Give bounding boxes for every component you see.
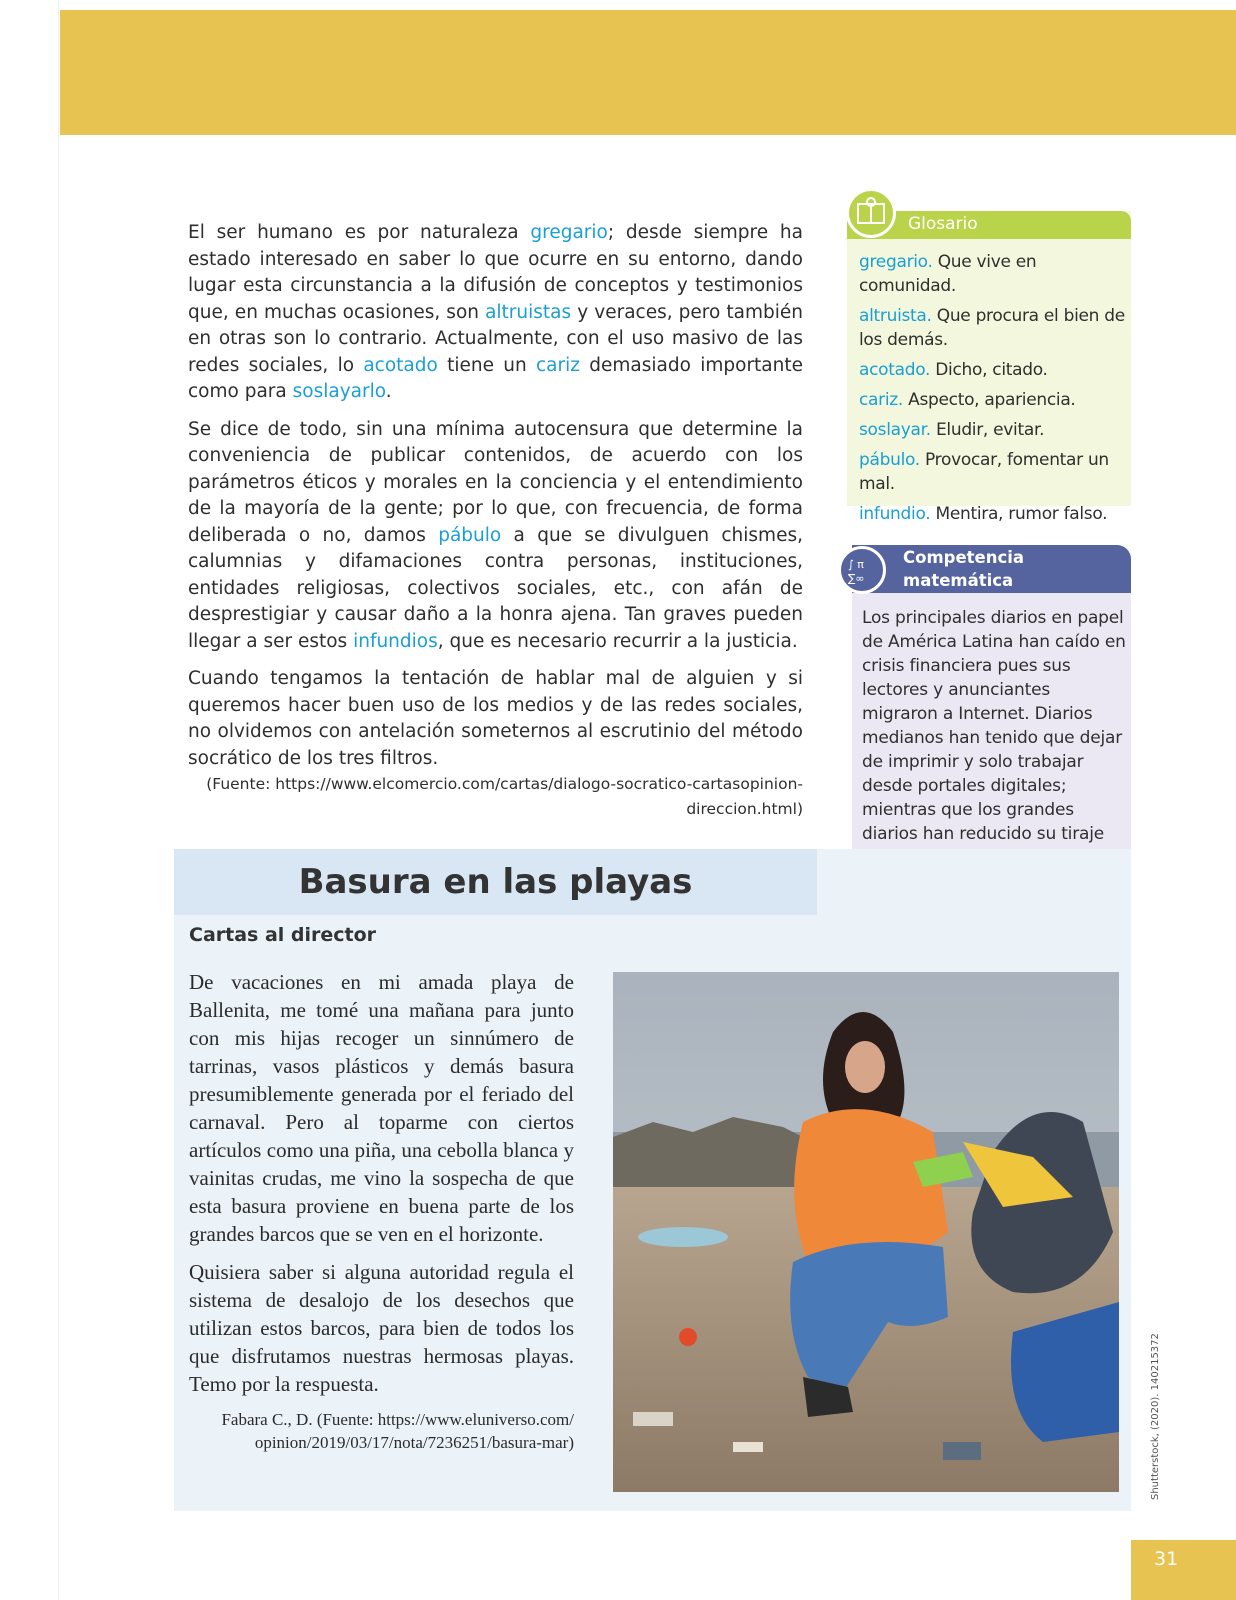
glosario-definition: Que vive en comunidad.: [859, 252, 1037, 296]
glosario-title: Glosario: [908, 214, 978, 234]
glosario-item: [859, 418, 1129, 442]
paragraph-2: [188, 417, 803, 656]
glosario-item: [859, 388, 1129, 412]
glosario-term: cariz.: [859, 390, 904, 410]
glosario-term: acotado.: [859, 360, 931, 380]
glosario-item: [859, 502, 1129, 526]
glosario-list: [859, 250, 1129, 532]
letter-paragraph-2: Quisiera saber si alguna autoridad regula el sistema de desalojo de los desechos que utilizan estos barcos, para bien de todos los que disfrutamos nuestras hermosas playas. Temo por la respuesta.: [189, 1260, 574, 1396]
competencia-title-line-1: Competencia: [903, 548, 1025, 567]
glosario-definition: Aspecto, apariencia.: [903, 390, 1076, 410]
math-symbols-icon: [838, 546, 886, 594]
page-number-box: [1131, 1540, 1236, 1600]
paragraph-3: Cuando tengamos la tentación de hablar mal de alguien y si queremos hacer buen uso de los medios y de las redes sociales, no olvidemos con antelación someternos al escrutinio del método socrático de los tres filtros.: [188, 668, 803, 769]
text-run: , que es necesario recurrir a la justicia.: [437, 630, 798, 652]
text-run: a que se divulguen chismes, calumnias y difamaciones contra personas, instituciones, entidades religiosas, colectivos sociales, etc., con afán de desprestigiar y causar daño a la honra ajena. Tan graves pueden llegar a ser estos: [188, 524, 803, 652]
glosario-item: [859, 358, 1129, 382]
glossary-term-highlight: acotado: [363, 354, 438, 376]
svg-text:∑∞: ∑∞: [848, 572, 865, 585]
glosario-definition: Mentira, rumor falso.: [930, 504, 1108, 524]
article-source-line-2: direccion.html): [686, 800, 803, 818]
glosario-item: [859, 304, 1129, 352]
text-run: y veraces, pero también en otras son lo contrario. Actualmente, con el uso masivo de las redes sociales, lo: [188, 301, 804, 376]
letter-paragraph-1: De vacaciones en mi amada playa de Ballenita, me tomé una mañana para junto con mis hijas recoger un sinnúmero de tarrinas, vasos plásticos y demás basura presumiblemente generada por el feriado del carnaval. Pero al toparme con ciertos artículos como una piña, una cebolla blanca y vainitas crudas, me vino la sospecha de que esta basura proviene en buena parte de los grandes barcos que se ven en el horizonte.: [189, 970, 574, 1246]
text-run: Se dice de todo, sin una mínima autocensura que determine la conveniencia de publicar contenidos, de acuerdo con los parámetros éticos y morales en la conciencia y el entendimiento de la mayoría de la gente; por lo que, con frecuencia, de forma deliberada o no, damos: [188, 418, 803, 546]
section-subtitle: Cartas al director: [189, 924, 377, 946]
book-icon: [846, 188, 896, 238]
glosario-term: altruista.: [859, 306, 932, 326]
text-run: demasiado importante como para: [188, 354, 804, 402]
main-article: [188, 220, 803, 822]
text-run: .: [385, 381, 392, 402]
text-run: El ser humano es por naturaleza: [188, 222, 531, 243]
glosario-term: infundio.: [859, 504, 931, 524]
photo-credit: Shutterstock, (2020). 140215372: [1150, 1333, 1161, 1500]
article-source-line-1: (Fuente: https://www.elcomercio.com/cartas/dialogo-socratico-cartasopinion-: [206, 775, 803, 793]
page-left-edge: [0, 0, 59, 1600]
glossary-term-highlight: gregario: [530, 222, 608, 243]
glosario-definition: Que procura el bien de los demás.: [859, 306, 1125, 350]
svg-text:∫ π: ∫ π: [848, 558, 864, 571]
letter-source-line-2: opinion/2019/03/17/nota/7236251/basura-mar): [254, 1433, 574, 1452]
text-run: tiene un: [437, 354, 537, 376]
glosario-item: [859, 250, 1129, 298]
text-run: ; desde siempre ha estado interesado en saber lo que ocurre en su entorno, dando lugar esta circunstancia a la difusión de conceptos y testimonios que, en muchas ocasiones, son: [188, 222, 803, 323]
glossary-term-highlight: infundios: [353, 630, 438, 652]
glosario-item: [859, 448, 1129, 496]
glosario-term: gregario.: [859, 252, 933, 272]
section-title: Basura en las playas: [298, 862, 693, 902]
letter-source-line-1: Fabara C., D. (Fuente: https://www.eluniverso.com/: [221, 1410, 574, 1429]
glossary-term-highlight: soslayarlo: [292, 381, 386, 402]
competencia-text: Los principales diarios en papel de América Latina han caído en crisis financiera pues sus lectores y anunciantes migraron a Internet. Diarios medianos han tenido que dejar de imprimir y solo trabajar desde portales digitales; mientras que los grandes diarios han reducido su tiraje: [862, 608, 1126, 844]
header-band: [60, 10, 1236, 135]
letter-to-editor: [189, 968, 574, 1454]
glosario-definition: Eludir, evitar.: [930, 420, 1045, 440]
beach-cleanup-photo: [613, 972, 1119, 1492]
glossary-term-highlight: pábulo: [438, 524, 502, 546]
competencia-title-line-2: matemática: [903, 571, 1014, 590]
article-source: [188, 772, 803, 822]
page-number: 31: [1154, 1548, 1179, 1570]
competencia-title: [903, 546, 1024, 592]
glosario-definition: Dicho, citado.: [930, 360, 1048, 380]
paragraph-1: [188, 220, 803, 406]
glosario-term: pábulo.: [859, 450, 920, 470]
glosario-definition: Provocar, fomentar un mal.: [859, 450, 1109, 494]
glossary-term-highlight: cariz: [536, 354, 580, 376]
letter-source: [189, 1408, 574, 1454]
glossary-term-highlight: altruistas: [485, 301, 572, 323]
glosario-term: soslayar.: [859, 420, 931, 440]
